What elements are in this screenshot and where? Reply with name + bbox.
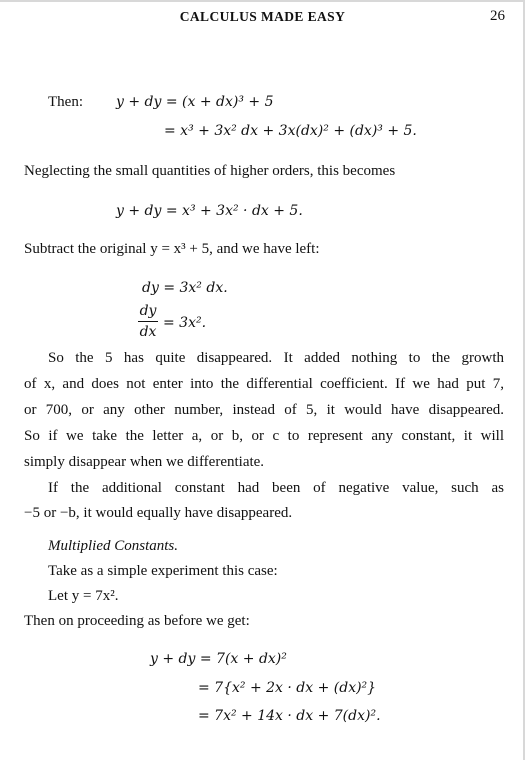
paragraph-five-line-4: So if we take the letter a, or b, or c to represent any constant, it will (24, 428, 504, 444)
equation-3-line-2-rhs: = 3x². (163, 315, 207, 331)
paragraph-proceed: Then on proceeding as before we get: (24, 613, 250, 629)
equation-2: y + dy = x³ + 3x² · dx + 5. (116, 203, 303, 219)
equation-3-line-1: dy = 3x² dx. (142, 280, 228, 296)
paragraph-neglect: Neglecting the small quantities of higher orders, this becomes (24, 163, 396, 179)
paragraph-five-line-2: of x, and does not enter into the differential coefficient. If we had put 7, (24, 376, 504, 392)
fraction-numerator: dy (139, 303, 157, 319)
equation-4-line-3: = 7x² + 14x · dx + 7(dx)². (198, 708, 381, 724)
paragraph-five-line-1: So the 5 has quite disappeared. It added nothing to the growth (48, 350, 504, 366)
book-title: CALCULUS MADE EASY (179, 9, 346, 24)
equation-1-line-1: y + dy = (x + dx)³ + 5 (116, 94, 274, 110)
paragraph-five-line-3: or 700, or any other number, instead of 5, it would have disappeared. (24, 402, 504, 418)
page-top-edge (0, 0, 525, 2)
paragraph-subtract: Subtract the original y = x³ + 5, and we have left: (24, 241, 320, 257)
paragraph-negative-line-1: If the additional constant had been of negative value, such as (48, 480, 504, 496)
equation-1-line-2: = x³ + 3x² dx + 3x(dx)² + (dx)³ + 5. (164, 123, 417, 139)
fraction-denominator: dx (139, 324, 157, 340)
page-number: 26 (490, 8, 505, 24)
section-heading: Multiplied Constants. (48, 538, 179, 554)
paragraph-five-line-5: simply disappear when we differentiate. (24, 454, 265, 470)
derivative-fraction (138, 303, 158, 340)
paragraph-experiment: Take as a simple experiment this case: (48, 563, 278, 579)
running-header (0, 9, 525, 31)
let-line: Let y = 7x². (48, 588, 119, 604)
paragraph-negative-line-2: −5 or −b, it would equally have disappeared. (24, 505, 293, 521)
equation-4-line-1: y + dy = 7(x + dx)² (150, 651, 287, 667)
fraction-bar (138, 321, 158, 322)
then-label: Then: (48, 94, 83, 110)
equation-4-line-2: = 7{x² + 2x · dx + (dx)²} (198, 680, 377, 696)
